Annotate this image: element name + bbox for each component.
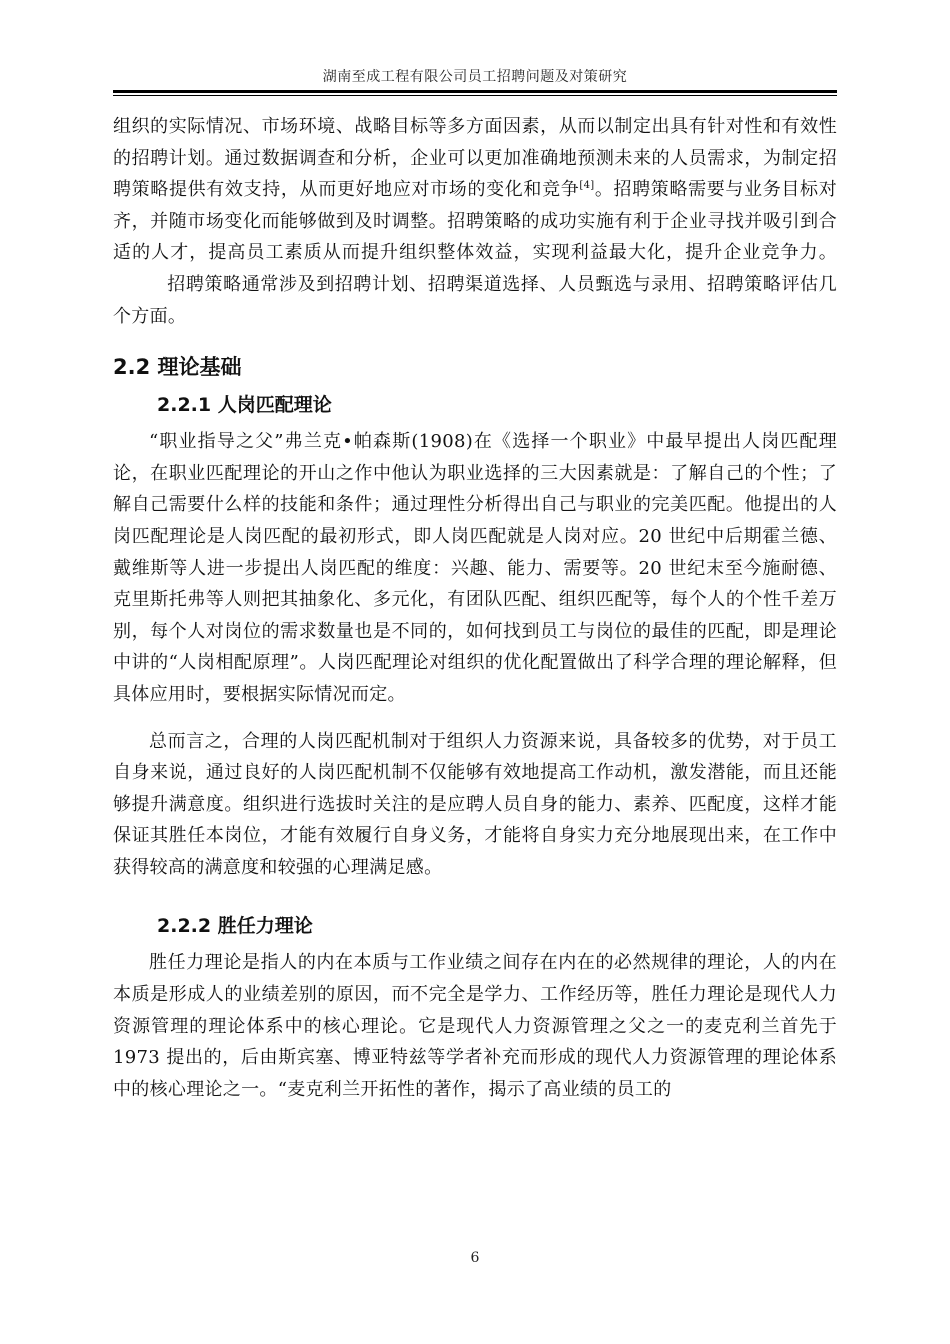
page-body	[113, 111, 837, 1105]
subsection-heading-2-2-2: 2.2.2 胜任力理论	[157, 915, 313, 938]
citation-ref: [4]	[579, 180, 595, 192]
paragraph-recruitment-strategy	[113, 111, 837, 332]
paragraph-person-job-fit: “职业指导之父”弗兰克•帕森斯(1908)在《选择一个职业》中最早提出人岗匹配理论，在职业匹配理论的开山之作中他认为职业选择的三大因素就是：了解自己的个性；了解自己需要什么样的技能和条件；通过理性分析得出自己与职业的完美匹配。他提出的人岗匹配理论是人岗匹配的最初形式，即人岗匹配就是人岗对应。20 世纪中后期霍兰德、戴维斯等人进一步提出人岗匹配的维度：兴趣、能力、需要等。20 世纪末至今施耐德、克里斯托弗等人则把其抽象化、多元化，有团队匹配、组织匹配等，每个人的个性千差万别，每个人对岗位的需求数量也是不同的，如何找到员工与岗位的最佳的匹配，即是理论中讲的“人岗相配原理”。人岗匹配理论对组织的优化配置做出了科学合理的理论解释，但具体应用时，要根据实际情况而定。	[113, 431, 837, 705]
subsection-heading-2-2-1: 2.2.1 人岗匹配理论	[157, 394, 332, 417]
paragraph-text: 组织的实际情况、市场环境、战略目标等多方面因素，从而以制定出具有针对性和有效性的招聘计划。通过数据调查和分析，企业可以更加准确地预测未来的人员需求，为制定招聘策略提供有效支持，从而更好地应对市场的变化和竞争	[113, 116, 837, 201]
paragraph-competency-theory: 胜任力理论是指人的内在本质与工作业绩之间存在内在的必然规律的理论，人的内在本质是形成人的业绩差别的原因，而不完全是学力、工作经历等，胜任力理论是现代人力资源管理的理论体系中的核心理论。它是现代人力资源管理之父之一的麦克利兰首先于 1973 提出的，后由斯宾塞、博亚特兹等学者补充而形成的现代人力资源管理的理论体系中的核心理论之一。“麦克利兰开拓性的著作，揭示了高业绩的员工的	[113, 952, 837, 1100]
page-number: 6	[470, 1250, 480, 1266]
header-rule-thick	[113, 90, 837, 93]
running-header: 湖南至成工程有限公司员工招聘问题及对策研究	[322, 69, 628, 85]
paragraph-text: 。招聘策略需要与业务目标对齐，并随市场变化而能够做到及时调整。招聘策略的成功实施有利于企业寻找并吸引到合适的人才，提高员工素质从而提升组织整体效益，实现利益最大化，提升企业竞争力。	[113, 179, 837, 264]
section-heading-2-2: 2.2 理论基础	[113, 355, 242, 380]
paragraph-summary: 总而言之，合理的人岗匹配机制对于组织人力资源来说，具备较多的优势，对于员工自身来说，通过良好的人岗匹配机制不仅能够有效地提高工作动机，激发潜能，而且还能够提升满意度。组织进行选拔时关注的是应聘人员自身的能力、素养、匹配度，这样才能保证其胜任本岗位，才能有效履行自身义务，才能将自身实力充分地展现出来，在工作中获得较高的满意度和较强的心理满足感。	[113, 730, 837, 878]
header-rule-thin	[113, 95, 837, 96]
paragraph-text: 招聘策略通常涉及到招聘计划、招聘渠道选择、人员甄选与录用、招聘策略评估几个方面。	[113, 273, 837, 327]
